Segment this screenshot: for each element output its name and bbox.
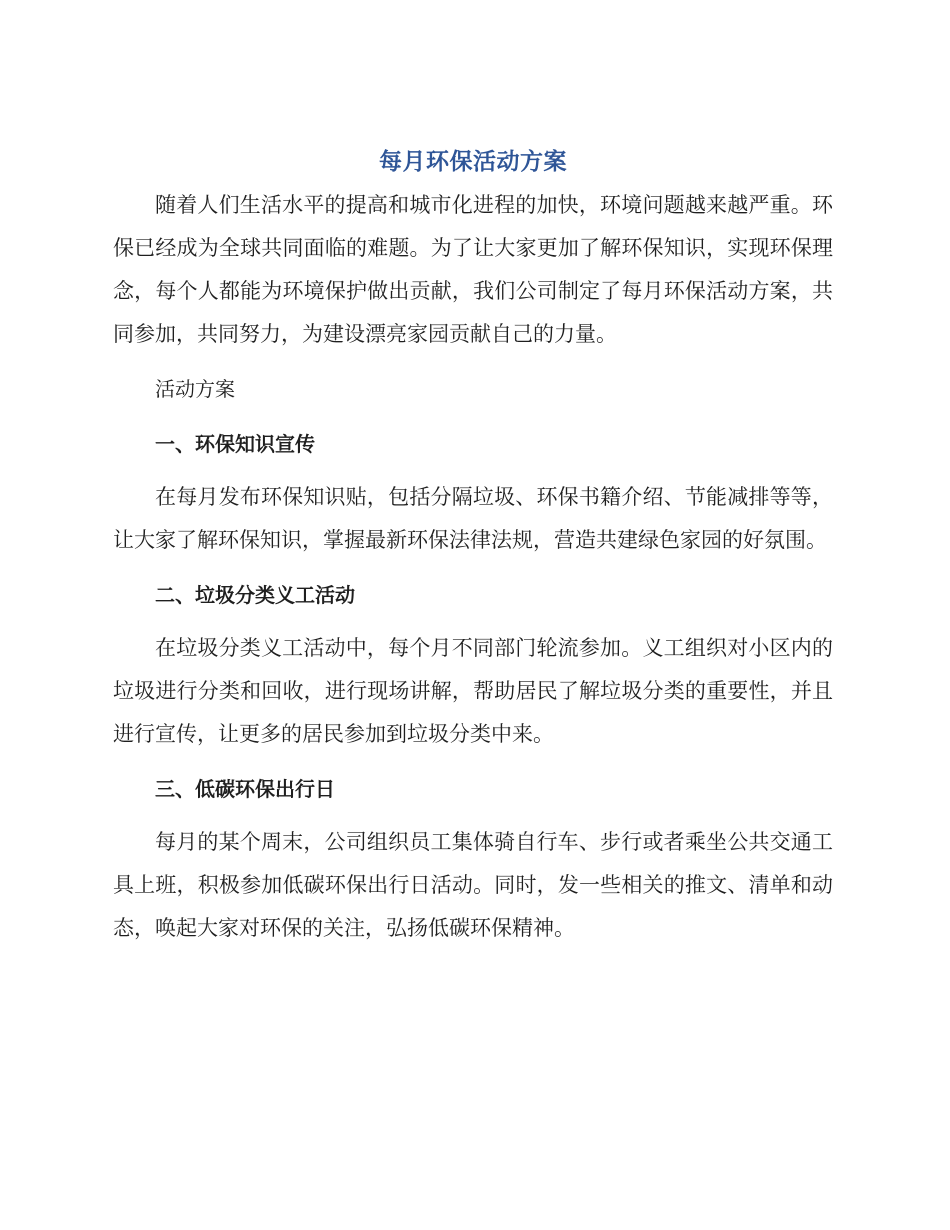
- section-heading-lowcarbon: 三、低碳环保出行日: [155, 777, 335, 801]
- section-heading-knowledge: 一、环保知识宣传: [155, 432, 315, 456]
- spacer: [113, 617, 833, 627]
- spacer: [113, 411, 833, 423]
- intro-paragraph: 随着人们生活水平的提高和城市化进程的加快，环境问题越来越严重。环保已经成为全球共同面临的难题。为了让大家更加了解环保知识，实现环保理念，每个人都能为环境保护做出贡献，我们公司制定了每月环保活动方案，共同参加，共同努力，为建设漂亮家园贡献自己的力量。: [113, 193, 833, 346]
- spacer: [113, 811, 833, 821]
- section-body-knowledge: 在每月发布环保知识贴，包括分隔垃圾、环保书籍介绍、节能减排等等，让大家了解环保知识，掌握最新环保法律法规，营造共建绿色家园的好氛围。: [113, 485, 833, 552]
- section-heading-sorting: 二、垃圾分类义工活动: [155, 583, 355, 607]
- section-body-sorting: 在垃圾分类义工活动中，每个月不同部门轮流参加。义工组织对小区内的垃圾进行分类和回收，进行现场讲解，帮助居民了解垃圾分类的重要性，并且进行宣传，让更多的居民参加到垃圾分类中来。: [113, 636, 833, 746]
- document-page: [113, 140, 833, 950]
- plan-heading: 活动方案: [155, 377, 235, 401]
- spacer: [113, 466, 833, 476]
- spacer: [113, 756, 833, 768]
- section-body-lowcarbon: 每月的某个周末，公司组织员工集体骑自行车、步行或者乘坐公共交通工具上班，积极参加低碳环保出行日活动。同时，发一些相关的推文、清单和动态，唤起大家对环保的关注，弘扬低碳环保精神。: [113, 830, 833, 940]
- document-title: 每月环保活动方案: [379, 149, 567, 175]
- spacer: [113, 356, 833, 368]
- spacer: [113, 562, 833, 574]
